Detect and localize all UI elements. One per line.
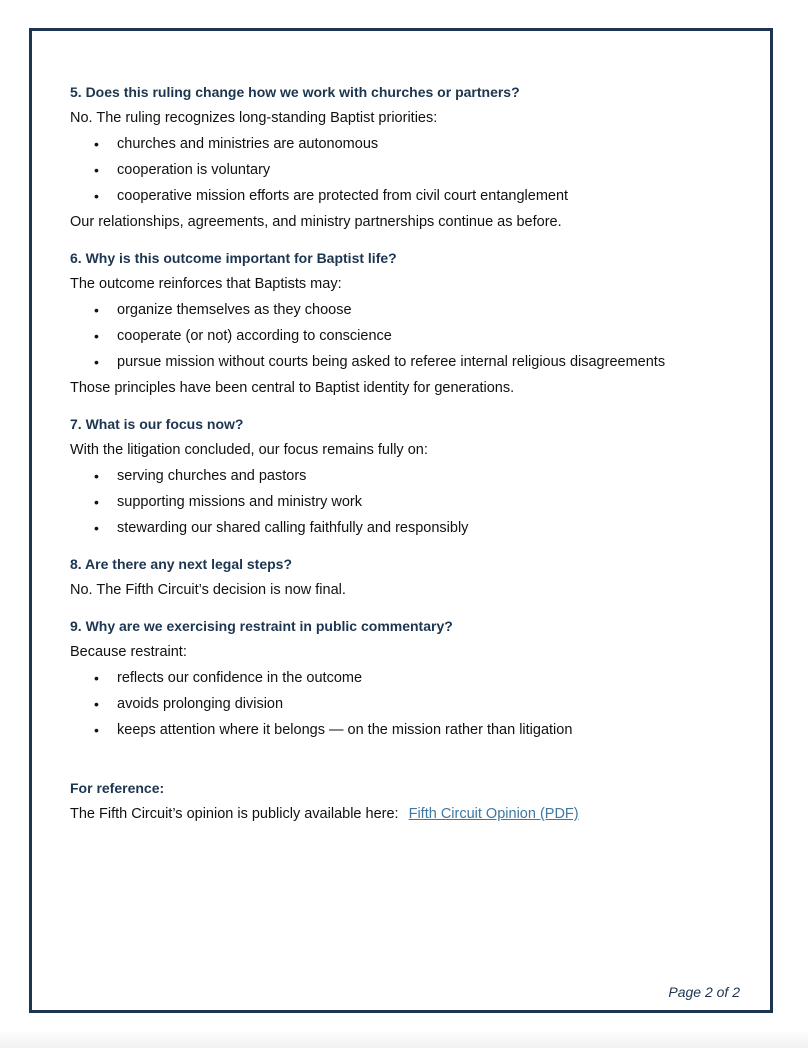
bullet-icon: • (94, 328, 99, 344)
question-title: 7. What is our focus now? (70, 416, 244, 432)
bullet-icon: • (94, 188, 99, 204)
bullet-icon: • (94, 302, 99, 318)
reference-heading: For reference: (70, 780, 165, 796)
question-title: 6. Why is this outcome important for Baptist life? (70, 250, 397, 266)
bullet-text: stewarding our shared calling faithfully and responsibly (117, 520, 469, 536)
bullet-item (70, 157, 760, 183)
opinion-pdf-link[interactable]: Fifth Circuit Opinion (PDF) (408, 806, 579, 822)
faq-section (70, 79, 760, 235)
bullet-icon: • (94, 494, 99, 510)
bullet-text: reflects our confidence in the outcome (117, 670, 363, 686)
bullet-text: organize themselves as they choose (117, 302, 352, 318)
faq-section (70, 613, 760, 743)
bullet-list (70, 463, 760, 541)
bullet-icon: • (94, 354, 99, 370)
bullet-list (70, 297, 760, 375)
answer-intro: The outcome reinforces that Baptists may: (70, 276, 342, 292)
bullet-text: keeps attention where it belongs — on the mission rather than litigation (117, 722, 573, 738)
answer-intro: No. The ruling recognizes long-standing Baptist priorities: (70, 110, 438, 126)
page-frame (29, 28, 773, 1013)
bullet-icon: • (94, 670, 99, 686)
bullet-item (70, 665, 760, 691)
bullet-text: cooperative mission efforts are protected from civil court entanglement (117, 188, 569, 204)
answer-intro: No. The Fifth Circuit’s decision is now final. (70, 582, 346, 598)
bullet-icon: • (94, 722, 99, 738)
bullet-item (70, 183, 760, 209)
reference-block (70, 775, 760, 827)
bullet-icon: • (94, 468, 99, 484)
bullet-text: supporting missions and ministry work (117, 494, 362, 510)
answer-closing: Our relationships, agreements, and ministry partnerships continue as before. (70, 214, 562, 230)
faq-section (70, 551, 760, 603)
bullet-item (70, 323, 760, 349)
reference-text: The Fifth Circuit’s opinion is publicly available here: (70, 806, 399, 822)
answer-closing: Those principles have been central to Baptist identity for generations. (70, 380, 515, 396)
bullet-icon: • (94, 520, 99, 536)
bullet-item (70, 489, 760, 515)
bullet-icon: • (94, 136, 99, 152)
question-title: 8. Are there any next legal steps? (70, 556, 293, 572)
bullet-text: cooperation is voluntary (117, 162, 271, 178)
bullet-list (70, 665, 760, 743)
bullet-item (70, 463, 760, 489)
bullet-item (70, 349, 760, 375)
faq-section (70, 411, 760, 541)
bullet-text: churches and ministries are autonomous (117, 136, 379, 152)
bullet-text: pursue mission without courts being asked to referee internal religious disagreements (117, 354, 666, 370)
bullet-item (70, 717, 760, 743)
bullet-text: serving churches and pastors (117, 468, 307, 484)
bullet-list (70, 131, 760, 209)
page-bottom-shadow (0, 1030, 808, 1048)
bullet-item (70, 131, 760, 157)
bullet-item (70, 297, 760, 323)
bullet-item (70, 691, 760, 717)
question-title: 9. Why are we exercising restraint in public commentary? (70, 618, 453, 634)
bullet-text: cooperate (or not) according to conscience (117, 328, 392, 344)
faq-content (70, 79, 760, 753)
bullet-text: avoids prolonging division (117, 696, 284, 712)
bullet-item (70, 515, 760, 541)
bullet-icon: • (94, 696, 99, 712)
page-number: Page 2 of 2 (668, 984, 740, 1000)
question-title: 5. Does this ruling change how we work with churches or partners? (70, 84, 520, 100)
faq-section (70, 245, 760, 401)
bullet-icon: • (94, 162, 99, 178)
reference-line (70, 801, 760, 827)
answer-intro: Because restraint: (70, 644, 187, 660)
answer-intro: With the litigation concluded, our focus remains fully on: (70, 442, 428, 458)
